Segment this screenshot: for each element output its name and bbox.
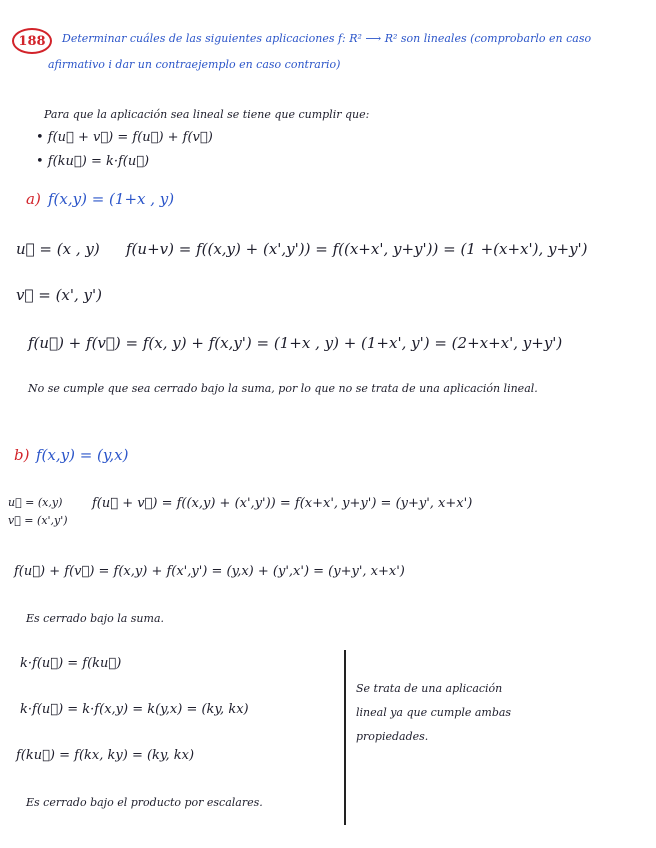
side-note-line3: propiedades. <box>356 730 429 743</box>
problem-number: 188 <box>18 33 46 49</box>
part-b-scalar-note: Es cerrado bajo el producto por escalares. <box>26 796 263 809</box>
part-a-equation-1: f(u+v) = f((x,y) + (x',y')) = f((x+x', y+y')) = (1 +(x+x'), y+y') <box>126 240 588 258</box>
condition-sum: • f(u⃗ + v⃗) = f(u⃗) + f(v⃗) <box>36 130 213 145</box>
part-b-equation-4: k·f(u⃗) = k·f(x,y) = k(y,x) = (ky, kx) <box>20 702 249 717</box>
part-b-equation-1: f(u⃗ + v⃗) = f((x,y) + (x',y')) = f(x+x', y+y') = (y+y', x+x') <box>92 496 473 511</box>
part-b-u-definition: u⃗ = (x,y) <box>8 496 63 509</box>
vertical-divider <box>344 650 346 825</box>
part-a-v-definition: v⃗ = (x', y') <box>16 286 103 304</box>
part-b-equation-5: f(ku⃗) = f(kx, ky) = (ky, kx) <box>16 748 195 763</box>
condition-scalar: • f(ku⃗) = k·f(u⃗) <box>36 154 150 169</box>
problem-number-badge <box>12 28 52 54</box>
part-a-label: a) <box>26 190 41 208</box>
part-a-equation-2: f(u⃗) + f(v⃗) = f(x, y) + f(x,y') = (1+x , y) + (1+x', y') = (2+x+x', y+y') <box>28 334 563 352</box>
part-a-function: f(x,y) = (1+x , y) <box>48 190 175 208</box>
part-b-v-definition: v⃗ = (x',y') <box>8 514 68 527</box>
part-b-sum-note: Es cerrado bajo la suma. <box>26 612 164 625</box>
intro-text: Para que la aplicación sea lineal se tiene que cumplir que: <box>44 108 370 121</box>
part-b-equation-3: k·f(u⃗) = f(ku⃗) <box>20 656 122 671</box>
side-note-line1: Se trata de una aplicación <box>356 682 503 695</box>
part-b-equation-2: f(u⃗) + f(v⃗) = f(x,y) + f(x',y') = (y,x) + (y',x') = (y+y', x+x') <box>14 564 405 579</box>
problem-title-line1: Determinar cuáles de las siguientes aplicaciones f: R² ⟶ R² son lineales (comprobarlo en caso <box>62 32 592 45</box>
part-b-label: b) <box>14 446 30 464</box>
part-b-function: f(x,y) = (y,x) <box>36 446 129 464</box>
problem-title-line2: afirmativo i dar un contraejemplo en caso contrario) <box>48 58 341 71</box>
part-a-u-definition: u⃗ = (x , y) <box>16 240 100 258</box>
side-note-line2: lineal ya que cumple ambas <box>356 706 512 719</box>
part-a-conclusion: No se cumple que sea cerrado bajo la suma, por lo que no se trata de una aplicación lineal. <box>28 382 538 395</box>
